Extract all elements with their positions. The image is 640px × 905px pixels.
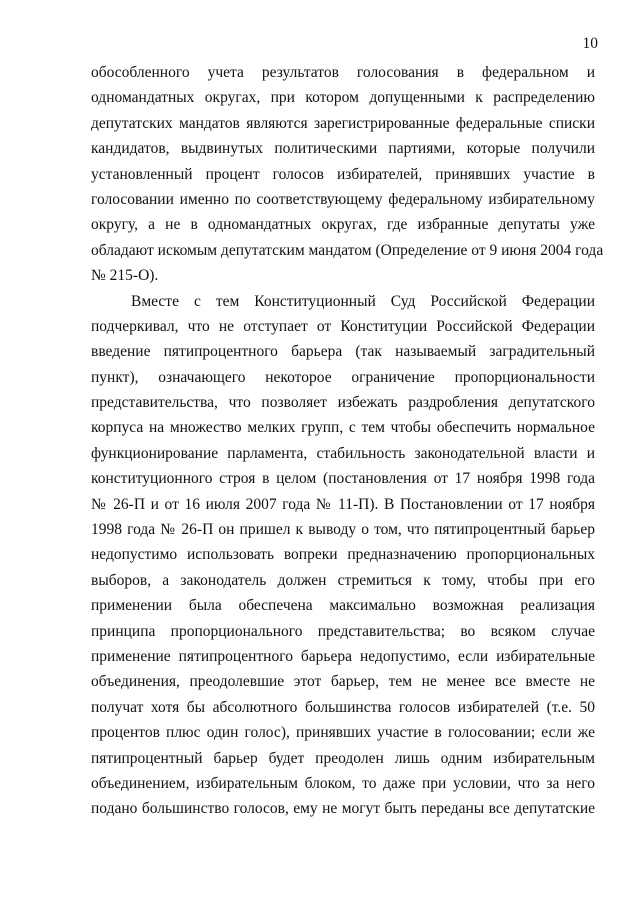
text-line: округу, а не в одномандатных округах, где избранные депутаты уже [91,216,595,234]
text-line: выборов, а законодатель должен стремиться к тому, чтобы при его [91,571,595,589]
text-line: депутатских мандатов являются зарегистрированные федеральные списки [91,114,595,132]
text-line: Вместе с тем Конституционный Суд Российской Федерации [131,292,595,310]
text-line: № 26-П и от 16 июля 2007 года № 11-П). В Постановлении от 17 ноября [91,495,595,513]
document-body [91,60,604,822]
text-line: применении была обеспечена максимально возможная реализация [91,597,595,615]
text-line: функционирование парламента, стабильность законодательной власти и [91,444,595,462]
text-line: недопустимо использовать вопреки предназначению пропорциональных [91,546,595,564]
text-line: представительства, что позволяет избежать раздробления депутатского [91,394,595,412]
text-line: подчеркивал, что не отступает от Конституции Российской Федерации [91,317,595,335]
paragraph-2 [91,289,595,822]
text-line: применение пятипроцентного барьера недопустимо, если избирательные [91,647,595,665]
text-line: голосовании именно по соответствующему федеральному избирательному [91,190,595,208]
text-line: объединением, избирательным блоком, то даже при условии, что за него [91,774,595,792]
text-line: пункт), означающего некоторое ограничение пропорциональности [91,368,595,386]
text-line: кандидатов, выдвинутых политическими партиями, которые получили [91,140,595,158]
text-line: пятипроцентный барьер будет преодолен лишь одним избирательным [91,749,595,767]
text-line: введение пятипроцентного барьера (так называемый заградительный [91,343,595,361]
text-line: подано большинство голосов, ему не могут быть переданы все депутатские [91,800,595,818]
text-line: обособленного учета результатов голосования в федеральном и [91,64,595,81]
text-line: обладают искомым депутатским мандатом (Определение от 9 июня 2004 года [91,241,604,259]
text-line: установленный процент голосов избирателей, принявших участие в [91,165,595,183]
page-number: 10 [582,35,598,52]
text-line: конституционного строя в целом (постановления от 17 ноября 1998 года [91,470,595,488]
paragraph-1 [91,60,604,289]
text-line: процентов плюс один голос), принявших участие в голосовании; если же [91,724,595,742]
text-line: корпуса на множество мелких групп, с тем чтобы обеспечить нормальное [91,419,595,437]
text-line: получат хотя бы абсолютного большинства голосов избирателей (т.е. 50 [91,698,595,716]
text-line: 1998 года № 26-П он пришел к выводу о том, что пятипроцентный барьер [91,521,595,539]
text-line: объединения, преодолевшие этот барьер, тем не менее все вместе не [91,673,595,691]
text-line: № 215-О). [91,267,159,285]
text-line: принципа пропорционального представительства; во всяком случае [91,622,595,640]
text-line: одномандатных округах, при котором допущенными к распределению [91,89,595,107]
